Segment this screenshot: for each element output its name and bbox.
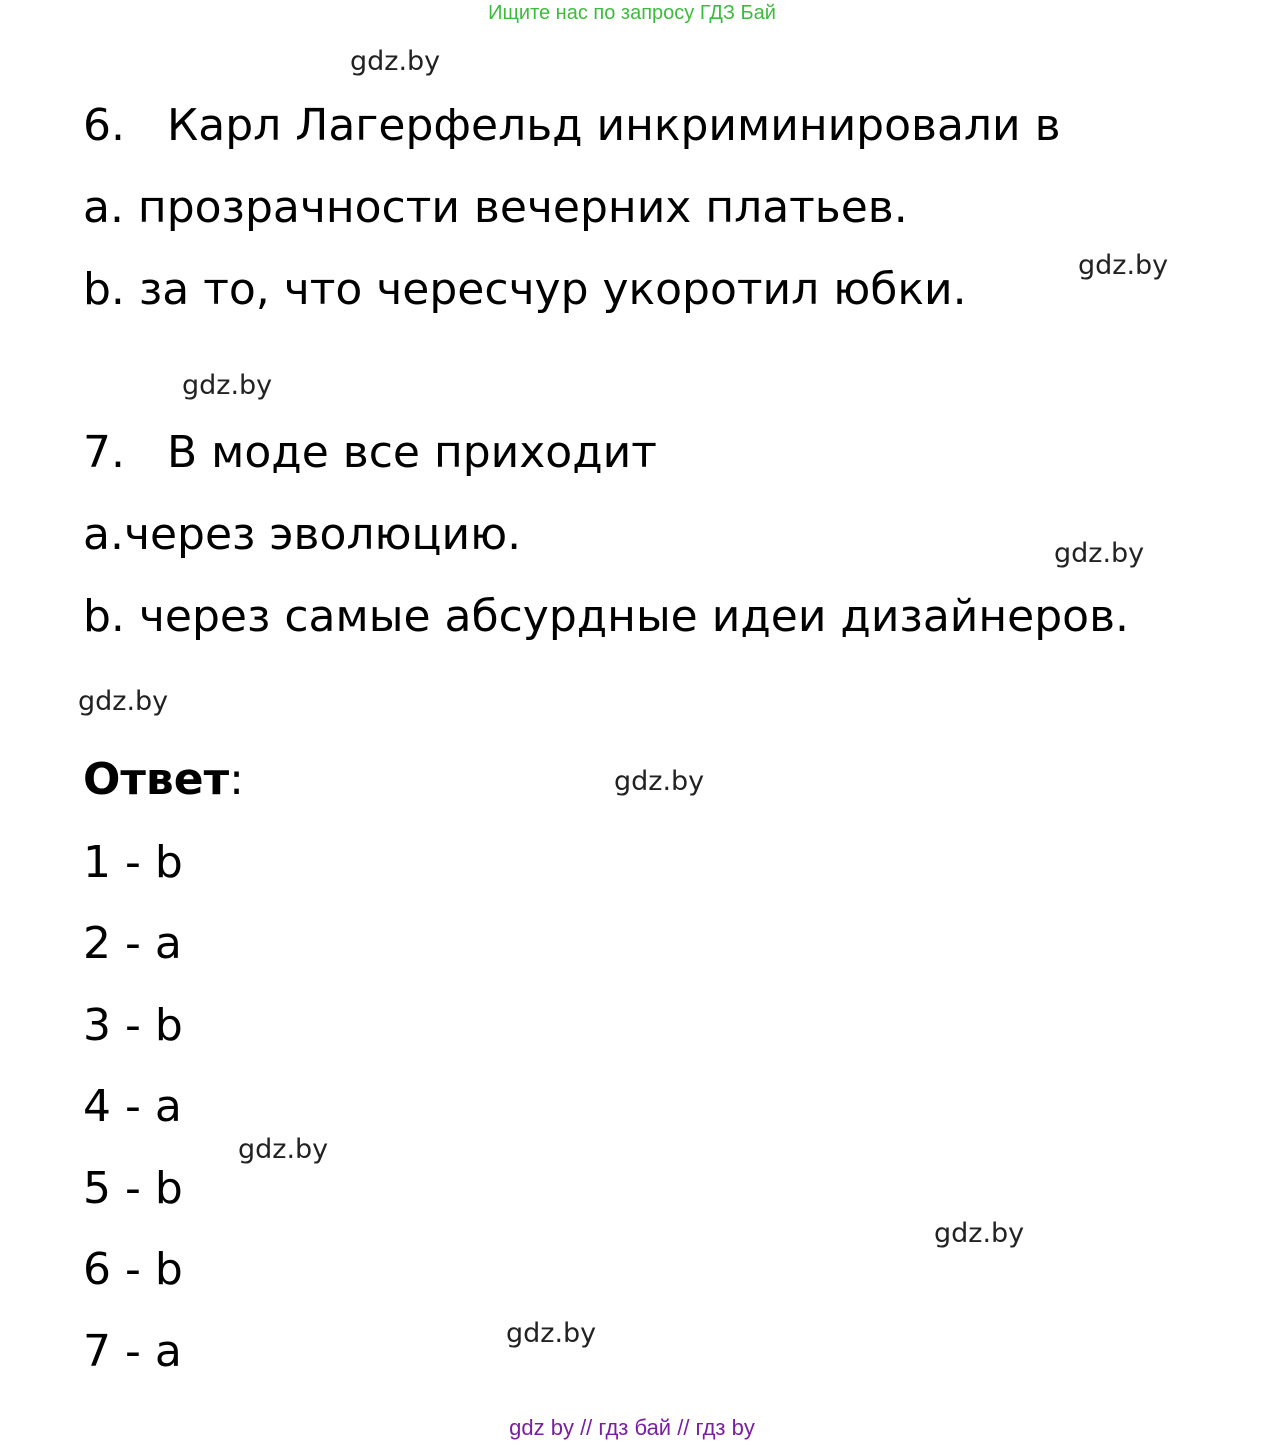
- question-text: В моде все приходит: [167, 427, 657, 478]
- watermark: gdz.by: [182, 370, 273, 401]
- watermark: gdz.by: [78, 686, 169, 717]
- top-banner: Ищите нас по запросу ГДЗ Бай: [488, 2, 776, 24]
- answer-item-4: 4 - a: [83, 1081, 182, 1132]
- watermark: gdz.by: [238, 1134, 329, 1165]
- answer-item-1: 1 - b: [83, 837, 183, 888]
- question-6-option-b: b. за то, что чересчур укоротил юбки.: [83, 264, 967, 315]
- answer-item-2: 2 - a: [83, 918, 182, 969]
- question-number: 7.: [83, 427, 125, 478]
- watermark: gdz.by: [934, 1218, 1025, 1249]
- answer-item-3: 3 - b: [83, 1000, 183, 1051]
- question-7-option-b: b. через самые абсурдные идеи дизайнеров.: [83, 591, 1129, 642]
- answer-heading-label: Ответ: [83, 754, 230, 805]
- question-number: 6.: [83, 100, 125, 151]
- watermark: gdz.by: [614, 766, 705, 797]
- answer-item-5: 5 - b: [83, 1163, 183, 1214]
- answer-item-7: 7 - a: [83, 1326, 182, 1377]
- watermark: gdz.by: [1078, 250, 1169, 281]
- answer-heading: [83, 752, 244, 808]
- answer-heading-colon: :: [229, 754, 244, 805]
- question-6: [83, 98, 1061, 154]
- question-7: [83, 425, 657, 481]
- watermark: gdz.by: [350, 46, 441, 77]
- footer-links: gdz by // гдз бай // гдз by: [509, 1415, 755, 1440]
- watermark: gdz.by: [506, 1318, 597, 1349]
- question-7-option-a: a.через эволюцию.: [83, 509, 522, 560]
- answer-item-6: 6 - b: [83, 1244, 183, 1295]
- watermark: gdz.by: [1054, 538, 1145, 569]
- question-text: Карл Лагерфельд инкриминировали в: [167, 100, 1061, 151]
- question-6-option-a: a. прозрачности вечерних платьев.: [83, 182, 908, 233]
